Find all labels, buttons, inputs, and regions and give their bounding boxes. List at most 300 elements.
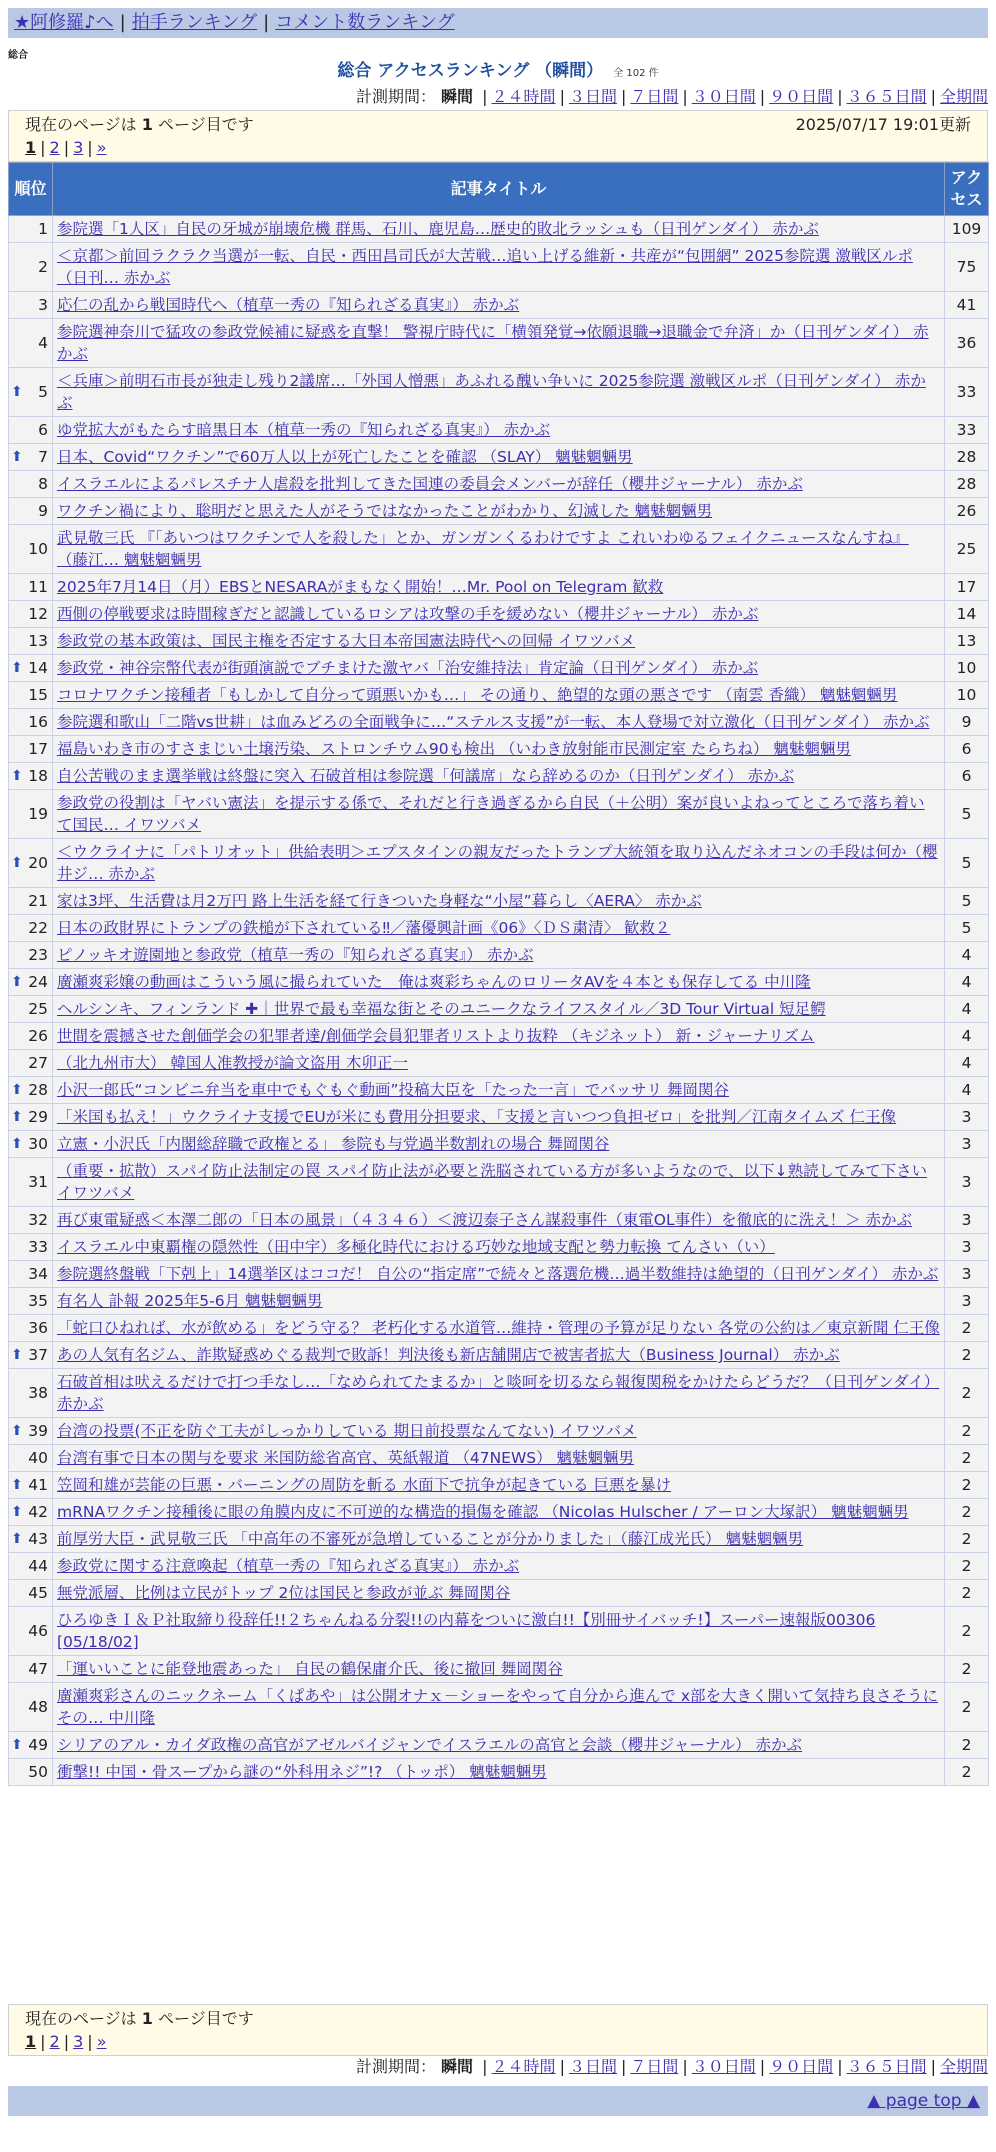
separator: |	[759, 2057, 766, 2076]
table-row	[9, 1131, 989, 1158]
rank-number: 34	[28, 1265, 48, 1283]
next-page-link[interactable]: »	[96, 2032, 107, 2051]
table-row	[9, 1580, 989, 1607]
rank-number: 9	[38, 502, 48, 520]
rank-number: 36	[28, 1319, 48, 1337]
table-row	[9, 1526, 989, 1553]
access-count: 33	[945, 417, 989, 444]
title-cell	[53, 1732, 945, 1759]
rank-cell	[9, 1526, 53, 1553]
table-row	[9, 1759, 989, 1786]
period-link[interactable]: ３日間	[568, 87, 617, 106]
article-link[interactable]: 応仁の乱から戦国時代へ（植草一秀の『知られざる真実』） 赤かぶ	[57, 296, 520, 314]
rank-number: 33	[28, 1238, 48, 1256]
period-current: 瞬間	[441, 87, 474, 106]
article-link[interactable]: 参政党・神谷宗幣代表が街頭演説でブチまけた激ヤバ「治安維持法」肯定論（日刊ゲンダイ） 赤かぶ	[57, 659, 759, 677]
rank-number: 49	[28, 1736, 48, 1754]
rank-number: 20	[28, 854, 48, 872]
page-number[interactable]: 3	[73, 138, 84, 157]
title-cell	[53, 969, 945, 996]
period-link[interactable]: ７日間	[630, 87, 679, 106]
rank-number: 28	[28, 1081, 48, 1099]
article-link[interactable]: 小沢一郎氏“コンビニ弁当を車中でもぐもぐ動画”投稿大臣を「たった一言」でバッサリ 舞岡関谷	[57, 1081, 729, 1099]
table-row	[9, 1023, 989, 1050]
title-cell	[53, 368, 945, 417]
table-row	[9, 942, 989, 969]
title-cell	[53, 1369, 945, 1418]
rank-number: 43	[28, 1530, 48, 1548]
rank-cell	[9, 1315, 53, 1342]
rank-number: 5	[38, 383, 48, 401]
title-cell	[53, 1607, 945, 1656]
title-cell	[53, 763, 945, 790]
table-row	[9, 1369, 989, 1418]
separator: |	[620, 2057, 627, 2076]
period-link[interactable]: ９０日間	[769, 87, 834, 106]
table-row	[9, 736, 989, 763]
rank-number: 15	[28, 686, 48, 704]
title-cell	[53, 1526, 945, 1553]
separator: |	[559, 2057, 565, 2076]
up-arrow-icon: ⬆	[11, 660, 23, 676]
rank-number: 44	[28, 1557, 48, 1575]
article-link[interactable]: 石破首相は吠えるだけで打つ手なし…「なめられてたまるか」と啖呵を切るなら報復関税をかけたらどうだ？（日刊ゲンダイ） 赤かぶ	[57, 1373, 940, 1413]
article-link[interactable]: 武見敬三氏 『「あいつはワクチンで人を殺した」とか、ガンガンくるわけですよ これいわゆるフェイクニュースなんすね』 （藤江… 魑魅魍魎男	[57, 529, 909, 569]
article-link[interactable]: 衝撃!! 中国・骨スープから謎の“外科用ネジ”!? （トッポ） 魑魅魍魎男	[57, 1763, 547, 1781]
rank-number: 14	[28, 659, 48, 677]
page-top-link[interactable]: ▲ page top ▲	[867, 2091, 980, 2111]
rank-number: 46	[28, 1622, 48, 1640]
updated-timestamp: 2025/07/17 19:01更新	[795, 115, 971, 134]
rank-number: 26	[28, 1027, 48, 1045]
period-link[interactable]: ２４時間	[491, 2057, 556, 2076]
page-number: 1	[25, 2032, 37, 2051]
title-cell	[53, 601, 945, 628]
page-number[interactable]: 2	[49, 138, 60, 157]
article-link[interactable]: 参政党に関する注意喚起（植草一秀の『知られざる真実』） 赤かぶ	[57, 1557, 520, 1575]
access-count: 3	[945, 1104, 989, 1131]
access-count: 2	[945, 1759, 989, 1786]
access-count: 3	[945, 1288, 989, 1315]
table-row	[9, 1732, 989, 1759]
access-count: 13	[945, 628, 989, 655]
access-count: 2	[945, 1445, 989, 1472]
period-link[interactable]: ２４時間	[491, 87, 556, 106]
separator: |	[263, 12, 270, 33]
table-row	[9, 655, 989, 682]
separator: |	[482, 87, 488, 106]
title-cell	[53, 1131, 945, 1158]
rank-cell	[9, 1077, 53, 1104]
table-row	[9, 969, 989, 996]
access-count: 2	[945, 1607, 989, 1656]
article-link[interactable]: ワクチン禍により、聡明だと思えた人がそうではなかったことがわかり、幻滅した 魑魅魍魎男	[57, 502, 713, 520]
rank-number: 42	[28, 1503, 48, 1521]
bottom-bar	[8, 2086, 988, 2116]
table-row	[9, 915, 989, 942]
table-row	[9, 1158, 989, 1207]
article-link[interactable]: 廣瀬爽彩嬢の動画はこういう風に撮られていた＿俺は爽彩ちゃんのロリータAVを４本とも保存してる 中川隆	[57, 973, 811, 991]
rank-number: 40	[28, 1449, 48, 1467]
table-row	[9, 319, 989, 368]
title-cell	[53, 216, 945, 243]
access-count: 4	[945, 996, 989, 1023]
title-cell	[53, 790, 945, 839]
rank-cell	[9, 682, 53, 709]
table-row	[9, 1418, 989, 1445]
period-link[interactable]: ３６５日間	[846, 87, 927, 106]
rank-cell	[9, 1472, 53, 1499]
rank-cell	[9, 709, 53, 736]
period-link[interactable]: 全期間	[939, 87, 988, 106]
separator: |	[119, 12, 126, 33]
title-cell	[53, 888, 945, 915]
comment-ranking-link[interactable]: コメント数ランキング	[275, 12, 455, 33]
rank-cell	[9, 243, 53, 292]
rank-cell	[9, 1023, 53, 1050]
article-link[interactable]: 参院選神奈川で猛攻の参政党候補に疑惑を直撃！ 警視庁時代に「横領発覚→依願退職→退職金で弁済」か（日刊ゲンダイ） 赤かぶ	[57, 323, 929, 363]
up-arrow-icon: ⬆	[11, 1504, 23, 1520]
access-count: 41	[945, 292, 989, 319]
article-link[interactable]: 日本、Covid“ワクチン”で60万人以上が死亡したことを確認 （SLAY） 魑魅魍魎男	[57, 448, 633, 466]
period-link[interactable]: ３０日間	[691, 87, 756, 106]
up-arrow-icon: ⬆	[11, 1477, 23, 1493]
up-arrow-icon: ⬆	[11, 384, 23, 400]
access-count: 28	[945, 471, 989, 498]
article-link[interactable]: 廣瀬爽彩さんのニックネーム「くぱあや」は公開オナｘ－ショーをやって自分から進んで x部を大きく開いて気持ち良さそうにその… 中川隆	[57, 1687, 939, 1727]
rank-number: 48	[28, 1698, 48, 1716]
up-arrow-icon: ⬆	[11, 1109, 23, 1125]
title-cell	[53, 1315, 945, 1342]
article-link[interactable]: （北九州市大） 韓国人准教授が論文盗用 木卯正一	[57, 1054, 408, 1072]
period-selector-bottom	[356, 2056, 988, 2078]
rank-cell	[9, 1207, 53, 1234]
article-link[interactable]: ＜京都＞前回ラクラク当選が一転、自民・西田昌司氏が大苦戦…追い上げる維新・共産が“包囲網” 2025参院選 激戦区ルポ（日刊… 赤かぶ	[57, 247, 913, 287]
access-count: 5	[945, 915, 989, 942]
rank-number: 3	[38, 296, 48, 314]
title-cell	[53, 655, 945, 682]
access-count: 5	[945, 888, 989, 915]
rank-cell	[9, 1553, 53, 1580]
table-row	[9, 682, 989, 709]
pager-top	[8, 110, 988, 162]
access-count: 2	[945, 1418, 989, 1445]
rank-cell	[9, 1369, 53, 1418]
rank-cell	[9, 628, 53, 655]
table-row	[9, 417, 989, 444]
title-cell	[53, 628, 945, 655]
rank-number: 10	[28, 540, 48, 558]
table-row	[9, 525, 989, 574]
article-link[interactable]: シリアのアル・カイダ政権の高官がアゼルバイジャンでイスラエルの高官と会談（櫻井ジャーナル） 赤かぶ	[57, 1736, 803, 1754]
article-link[interactable]: イスラエルによるパレスチナ人虐殺を批判してきた国連の委員会メンバーが辞任（櫻井ジャーナル） 赤かぶ	[57, 475, 803, 493]
access-count: 5	[945, 790, 989, 839]
rank-cell	[9, 763, 53, 790]
rank-number: 27	[28, 1054, 48, 1072]
next-page-link[interactable]: »	[96, 138, 107, 157]
rank-number: 6	[38, 421, 48, 439]
table-row	[9, 574, 989, 601]
access-count: 4	[945, 969, 989, 996]
separator: |	[559, 87, 565, 106]
table-row	[9, 1288, 989, 1315]
article-link[interactable]: 前厚労大臣・武見敬三氏 「中高年の不審死が急増していることが分かりました」（藤江成光氏） 魑魅魍魎男	[57, 1530, 804, 1548]
rank-number: 4	[38, 334, 48, 352]
title-cell	[53, 709, 945, 736]
up-arrow-icon: ⬆	[11, 1082, 23, 1098]
up-arrow-icon: ⬆	[11, 1423, 23, 1439]
rank-cell	[9, 471, 53, 498]
rank-cell	[9, 444, 53, 471]
access-count: 26	[945, 498, 989, 525]
title-cell	[53, 1445, 945, 1472]
category-label: 総合	[8, 50, 28, 61]
rank-cell	[9, 319, 53, 368]
article-link[interactable]: 2025年7月14日（月）EBSとNESARAがまもなく開始！…Mr. Pool on Telegram 歓救	[57, 578, 664, 596]
access-header: アクセス	[945, 163, 989, 216]
article-link[interactable]: （重要・拡散）スパイ防止法制定の罠 スパイ防止法が必要と洗脳されている方が多いようなので、以下↓熟読してみて下さい イワツバメ	[57, 1162, 928, 1202]
rank-number: 21	[28, 892, 48, 910]
access-count: 4	[945, 1050, 989, 1077]
rank-cell	[9, 1104, 53, 1131]
rank-cell	[9, 1418, 53, 1445]
article-link[interactable]: 日本の政財界にトランプの鉄槌が下されている‼／藩優興計画《06》〈ＤＳ粛清〉 歓救２	[57, 919, 671, 937]
title-cell	[53, 471, 945, 498]
ranking-table	[8, 162, 989, 1786]
access-count: 3	[945, 1158, 989, 1207]
table-row	[9, 601, 989, 628]
period-link[interactable]: ７日間	[630, 2057, 679, 2076]
title-cell	[53, 319, 945, 368]
separator: |	[759, 87, 766, 106]
separator: |	[620, 87, 627, 106]
access-count: 5	[945, 839, 989, 888]
article-link[interactable]: 世間を震撼させた創価学会の犯罪者達/創価学会員犯罪者リストより抜粋 （キジネット） 新・ジャーナリズム	[57, 1027, 815, 1045]
title-cell	[53, 444, 945, 471]
article-link[interactable]: 参院選「1人区」自民の牙城が崩壊危機 群馬、石川、鹿児島…歴史的敗北ラッシュも（日刊ゲンダイ） 赤かぶ	[57, 220, 819, 238]
title-cell	[53, 292, 945, 319]
period-link[interactable]: ３６５日間	[846, 2057, 927, 2076]
rank-cell	[9, 601, 53, 628]
home-link[interactable]: ★阿修羅♪へ	[14, 12, 114, 33]
separator: |	[837, 87, 843, 106]
title-cell	[53, 1499, 945, 1526]
article-link[interactable]: 無党派層、比例は立民がトップ 2位は国民と参政が並ぶ 舞岡関谷	[57, 1584, 511, 1602]
access-count: 3	[945, 1234, 989, 1261]
access-count: 109	[945, 216, 989, 243]
rank-cell	[9, 574, 53, 601]
period-label: 計測期間：	[355, 87, 436, 106]
rank-number: 19	[28, 805, 48, 823]
rank-cell	[9, 996, 53, 1023]
current-page-text: 現在のページは 1 ページ目です	[25, 115, 254, 134]
article-link[interactable]: 有名人 訃報 2025年5-6月 魑魅魍魎男	[57, 1292, 323, 1310]
title-cell	[53, 574, 945, 601]
table-row	[9, 1553, 989, 1580]
rank-cell	[9, 1732, 53, 1759]
period-label: 計測期間：	[355, 2057, 436, 2076]
access-count: 10	[945, 655, 989, 682]
separator: |	[40, 2032, 46, 2051]
top-nav-bar	[8, 8, 988, 38]
table-row	[9, 1104, 989, 1131]
rank-number: 35	[28, 1292, 48, 1310]
table-row	[9, 498, 989, 525]
title-cell	[53, 839, 945, 888]
period-link[interactable]: ３日間	[568, 2057, 617, 2076]
article-link[interactable]: 福島いわき市のすさまじい土壌汚染、ストロンチウム90も検出 （いわき放射能市民測定室 たらちね） 魑魅魍魎男	[57, 740, 851, 758]
table-row	[9, 839, 989, 888]
rank-number: 31	[28, 1173, 48, 1191]
title-cell	[53, 1288, 945, 1315]
table-row	[9, 1445, 989, 1472]
title-cell	[53, 942, 945, 969]
article-link[interactable]: 立憲・小沢氏「内閣総辞職で政権とる」 参院も与党過半数割れの場合 舞岡関谷	[57, 1135, 610, 1153]
access-count: 3	[945, 1131, 989, 1158]
table-row	[9, 444, 989, 471]
article-link[interactable]: ＜兵庫＞前明石市長が独走し残り2議席…「外国人憎悪」あふれる醜い争いに 2025参院選 激戦区ルポ（日刊ゲンダイ） 赤かぶ	[57, 372, 926, 412]
period-selector-top	[356, 86, 988, 108]
title-cell	[53, 915, 945, 942]
rank-cell	[9, 1499, 53, 1526]
article-link[interactable]: 「運いいことに能登地震あった」 自民の鶴保庸介氏、後に撤回 舞岡関谷	[57, 1660, 563, 1678]
table-row	[9, 471, 989, 498]
title-cell	[53, 1342, 945, 1369]
access-count: 4	[945, 1023, 989, 1050]
table-row	[9, 1050, 989, 1077]
table-row	[9, 996, 989, 1023]
rank-cell	[9, 1683, 53, 1732]
title-cell	[53, 1104, 945, 1131]
article-link[interactable]: 「米国も払え！」ウクライナ支援でEUが米にも費用分担要求、「支援と言いつつ負担ゼロ」を批判／江南タイムズ 仁王像	[57, 1108, 897, 1126]
article-link[interactable]: 参政党の基本政策は、国民主権を否定する大日本帝国憲法時代への回帰 イワツバメ	[57, 632, 636, 650]
rank-cell	[9, 915, 53, 942]
rank-cell	[9, 888, 53, 915]
article-link[interactable]: 「蛇口ひねれば、水が飲める」をどう守る？ 老朽化する水道管…維持・管理の予算が足りない 各党の公約は／東京新聞 仁王像	[57, 1319, 940, 1337]
up-arrow-icon: ⬆	[11, 1531, 23, 1547]
rank-cell	[9, 216, 53, 243]
article-link[interactable]: 台湾有事で日本の関与を要求 米国防総省高官、英紙報道 （47NEWS） 魑魅魍魎男	[57, 1449, 635, 1467]
title-cell	[53, 498, 945, 525]
period-link[interactable]: 全期間	[939, 2057, 988, 2076]
article-link[interactable]: ゆ党拡大がもたらす暗黒日本（植草一秀の『知られざる真実』） 赤かぶ	[57, 421, 551, 439]
access-count: 25	[945, 525, 989, 574]
rank-header: 順位	[9, 163, 53, 216]
rank-number: 8	[38, 475, 48, 493]
article-link[interactable]: あの人気有名ジム、詐欺疑惑めぐる裁判で敗訴！判決後も新店舗開店で被害者拡大（Business Journal） 赤かぶ	[57, 1346, 840, 1364]
article-link[interactable]: 参院選終盤戦「下剋上」14選挙区はココだ！ 自公の“指定席”で続々と落選危機…過半数維持は絶望的（日刊ゲンダイ） 赤かぶ	[57, 1265, 939, 1283]
rank-cell	[9, 292, 53, 319]
title-cell	[53, 1261, 945, 1288]
title-cell	[53, 525, 945, 574]
access-count: 4	[945, 942, 989, 969]
rank-cell	[9, 1445, 53, 1472]
access-count: 2	[945, 1683, 989, 1732]
title-header: 記事タイトル	[53, 163, 945, 216]
access-count: 2	[945, 1656, 989, 1683]
title-cell	[53, 1234, 945, 1261]
article-link[interactable]: 自公苦戦のまま選挙戦は終盤に突入 石破首相は参院選「何議席」なら辞めるのか（日刊ゲンダイ） 赤かぶ	[57, 767, 795, 785]
rank-number: 50	[28, 1763, 48, 1781]
applause-ranking-link[interactable]: 拍手ランキング	[131, 12, 258, 33]
separator: |	[482, 2057, 488, 2076]
rank-number: 39	[28, 1422, 48, 1440]
article-link[interactable]: 参政党の役割は「ヤバい憲法」を提示する係で、それだと行き過ぎるから自民（＋公明）案が良いよねってところで落ち着いて国民… イワツバメ	[57, 794, 925, 834]
rank-number: 1	[38, 220, 48, 238]
rank-cell	[9, 1607, 53, 1656]
table-row	[9, 888, 989, 915]
article-link[interactable]: ピノッキオ遊園地と参政党（植草一秀の『知られざる真実』） 赤かぶ	[57, 946, 534, 964]
period-link[interactable]: ３０日間	[691, 2057, 756, 2076]
title-cell	[53, 1553, 945, 1580]
page-number[interactable]: 3	[73, 2032, 84, 2051]
rank-cell	[9, 498, 53, 525]
article-link[interactable]: 再び東電疑惑＜本澤二郎の「日本の風景」（４３４６）＜渡辺泰子さん謀殺事件（東電OL事件）を徹底的に洗え！＞ 赤かぶ	[57, 1211, 913, 1229]
title-cell	[53, 1656, 945, 1683]
up-arrow-icon: ⬆	[11, 1136, 23, 1152]
rank-number: 12	[28, 605, 48, 623]
title-cell	[53, 417, 945, 444]
rank-number: 47	[28, 1660, 48, 1678]
article-link[interactable]: 西側の停戦要求は時間稼ぎだと認識しているロシアは攻撃の手を緩めない（櫻井ジャーナル） 赤かぶ	[57, 605, 759, 623]
table-row	[9, 1077, 989, 1104]
table-row	[9, 1683, 989, 1732]
access-count: 36	[945, 319, 989, 368]
access-count: 2	[945, 1315, 989, 1342]
article-link[interactable]: コロナワクチン接種者「もしかして自分って頭悪いかも…」 その通り、絶望的な頭の悪さです （南雲 香織） 魑魅魍魎男	[57, 686, 898, 704]
article-link[interactable]: mRNAワクチン接種後に眼の角膜内皮に不可逆的な構造的損傷を確認 （Nicolas Hulscher / アーロン大塚訳） 魑魅魍魎男	[57, 1503, 909, 1521]
article-link[interactable]: ＜ウクライナに「パトリオット」供給表明＞エプスタインの親友だったトランプ大統領を取り込んだネオコンの手段は何か（櫻井ジ… 赤かぶ	[57, 843, 938, 883]
table-row	[9, 1234, 989, 1261]
table-row	[9, 292, 989, 319]
access-count: 2	[945, 1526, 989, 1553]
rank-number: 24	[28, 973, 48, 991]
article-link[interactable]: 家は3坪、生活費は月2万円 路上生活を経て行きついた身軽な“小屋”暮らし〈AERA〉 赤かぶ	[57, 892, 702, 910]
table-row	[9, 1261, 989, 1288]
article-link[interactable]: イスラエル中東覇権の隠然性（田中宇）多極化時代における巧妙な地域支配と勢力転換 てんさい（い）	[57, 1238, 775, 1256]
current-page-text: 現在のページは 1 ページ目です	[25, 2009, 254, 2028]
access-count: 6	[945, 736, 989, 763]
period-link[interactable]: ９０日間	[769, 2057, 834, 2076]
access-count: 2	[945, 1472, 989, 1499]
table-row	[9, 368, 989, 417]
separator: |	[40, 138, 46, 157]
page-number: 1	[25, 138, 37, 157]
page-number[interactable]: 2	[49, 2032, 60, 2051]
pagination	[25, 2030, 971, 2053]
access-count: 2	[945, 1580, 989, 1607]
article-link[interactable]: 笠岡和雄が芸能の巨悪・バーニングの周防を斬る 水面下で抗争が起きている 巨悪を暴け	[57, 1476, 672, 1494]
rank-cell	[9, 790, 53, 839]
table-row	[9, 1342, 989, 1369]
rank-cell	[9, 1261, 53, 1288]
rank-number: 11	[28, 578, 48, 596]
rank-number: 16	[28, 713, 48, 731]
title-cell	[53, 736, 945, 763]
rank-number: 30	[28, 1135, 48, 1153]
rank-number: 7	[38, 448, 48, 466]
article-link[interactable]: 台湾の投票(不正を防ぐ工夫がしっかりしている 期日前投票なんてない) イワツバメ	[57, 1422, 637, 1440]
separator: |	[63, 138, 70, 157]
access-count: 2	[945, 1732, 989, 1759]
article-link[interactable]: ヘルシンキ、フィンランド ✚｜世界で最も幸福な街とそのユニークなライフスタイル／3D Tour Virtual 短足鰐	[57, 1000, 826, 1018]
access-count: 9	[945, 709, 989, 736]
title-cell	[53, 1158, 945, 1207]
rank-number: 32	[28, 1211, 48, 1229]
up-arrow-icon: ⬆	[11, 1347, 23, 1363]
article-link[interactable]: 参院選和歌山「二階vs世耕」は血みどろの全面戦争に…“ステルス支援”が一転、本人登場で対立激化（日刊ゲンダイ） 赤かぶ	[57, 713, 930, 731]
article-link[interactable]: ひろゆきＩ＆Ｐ社取締り役辞任!!２ちゃんねる分裂!!の内幕をついに激白!!【別冊サイバッチ!】スーパー速報版00306 [05/18/02]	[57, 1611, 876, 1651]
